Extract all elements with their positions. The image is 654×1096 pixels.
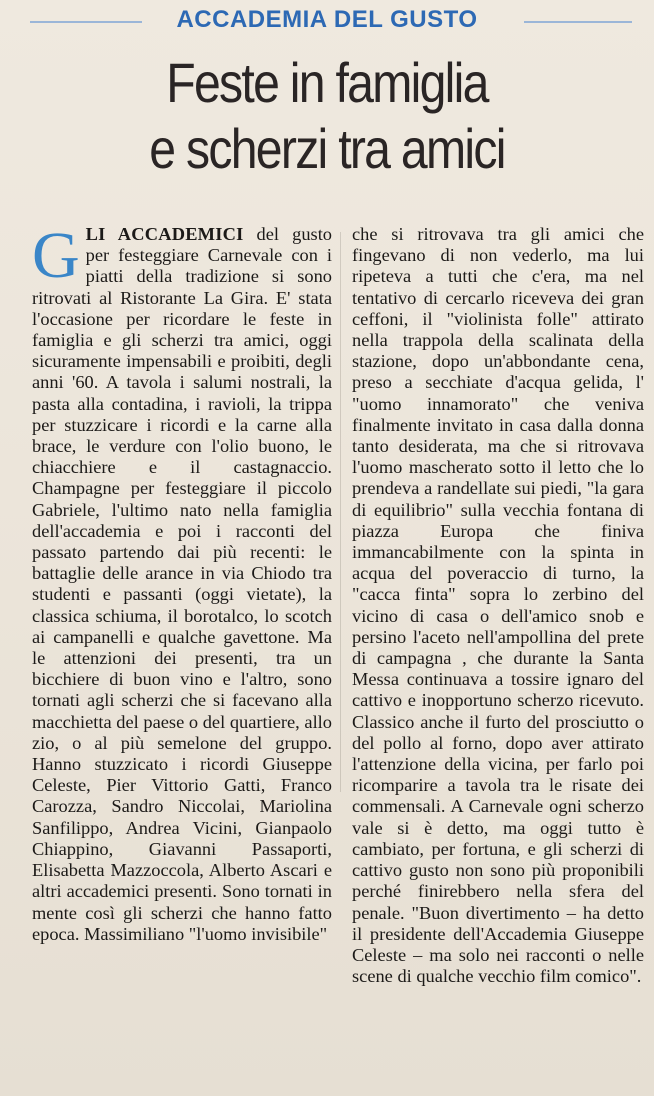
column-divider <box>340 232 341 792</box>
section-title: ACCADEMIA DEL GUSTO <box>176 6 478 33</box>
section-rule-left <box>30 21 142 23</box>
article-lead-in: LI ACCADEMICI <box>85 224 244 244</box>
article-column-left <box>32 219 333 945</box>
article-body-left: del gusto per festeggiare Carnevale con i piatti della tradizione si sono ritrovati al Ristorante La Gira. E' stata l'occasione per ricordare le feste in famiglia e gli scherzi tra amici, oggi sicuramente impensabili e proibiti, degli anni '60. A tavola i salumi nostrali, la pasta alla contadina, i ravioli, la trippa per stuzzicare i ricordi e la carne alla brace, le verdure con l'olio buono, le chiacchiere e il castagnaccio. Champagne per festeggiare il piccolo Gabriele, l'ultimo nato nella famiglia dell'accademia e poi i racconti del passato partendo dai più recenti: le battaglie delle arance in via Chiodo tra studenti e passanti (oggi vietate), la classica schiuma, il borotalco, lo scotch ai campanelli e qualche gavettone. Ma le attenzioni dei presenti, tra un bicchiere di buon vino e l'altro, sono tornati agli scherzi che si facevano alla macchietta del paese o del quartiere, allo zio, o al più semelone del gruppo. Hanno stuzzicato i ricordi Giuseppe Celeste, Pier Vittorio Gatti, Franco Carozza, Sandro Niccolai, Mariolina Sanfilippo, Andrea Vicini, Gianpaolo Chiappino, Giavanni Passaporti, Elisabetta Mazzoccola, Alberto Ascari e altri accademici presenti. Sono tornati in mente così gli scherzi che hanno fatto epoca. Massimiliano "l'uomo invisibile" <box>32 224 333 944</box>
section-rule-right <box>524 21 632 23</box>
headline-line-2: e scherzi tra amici <box>149 117 505 180</box>
article-column-right <box>352 224 644 987</box>
article-body-right: che si ritrovava tra gli amici che fingevano di non vederlo, ma lui ripeteva a tutti che c'era, ma nel tentativo di cercarlo riceveva dei gran ceffoni, il "violinista folle" attirato nella trappola della scalinata della stazione, dopo un'abbondante cena, preso a secchiate d'acqua gelida, l' "uomo innamorato" che veniva finalmente invitato in casa dalla donna tanto desiderata, ma che si ritrovava l'uomo mascherato sotto il letto che lo prendeva a randellate sui piedi, "la gara di equilibrio" sulla vecchia fontana di piazza Europa che finiva immancabilmente con la spinta in acqua del poveraccio di turno, la "cacca finta" sopra lo zerbino del vicino di casa o dell'amico snob e persino l'aceto nell'ampollina del prete di campagna , che durante la Santa Messa continuava a tossire ignaro del cattivo e inopportuno scherzo ricevuto. Classico anche il furto del prosciutto o del pollo al forno, dopo aver attirato l'attenzione della vicina, per farlo poi ricomparire a tavola tra le risate dei commensali. A Carnevale ogni scherzo vale si è detto, ma oggi tutto è cambiato, per fortuna, e gli scherzi di cattivo gusto non sono più proponibili perché finirebbero nella sfera del penale. "Buon divertimento – ha detto il presidente dell'Accademia Giuseppe Celeste – ma solo nei racconti o nelle scene di qualche vecchio film comico". <box>352 224 644 987</box>
drop-cap: G <box>32 219 80 292</box>
headline <box>63 50 591 182</box>
headline-line-1: Feste in famiglia <box>166 51 488 114</box>
section-header <box>0 6 654 34</box>
article-paragraph-left <box>32 219 333 945</box>
